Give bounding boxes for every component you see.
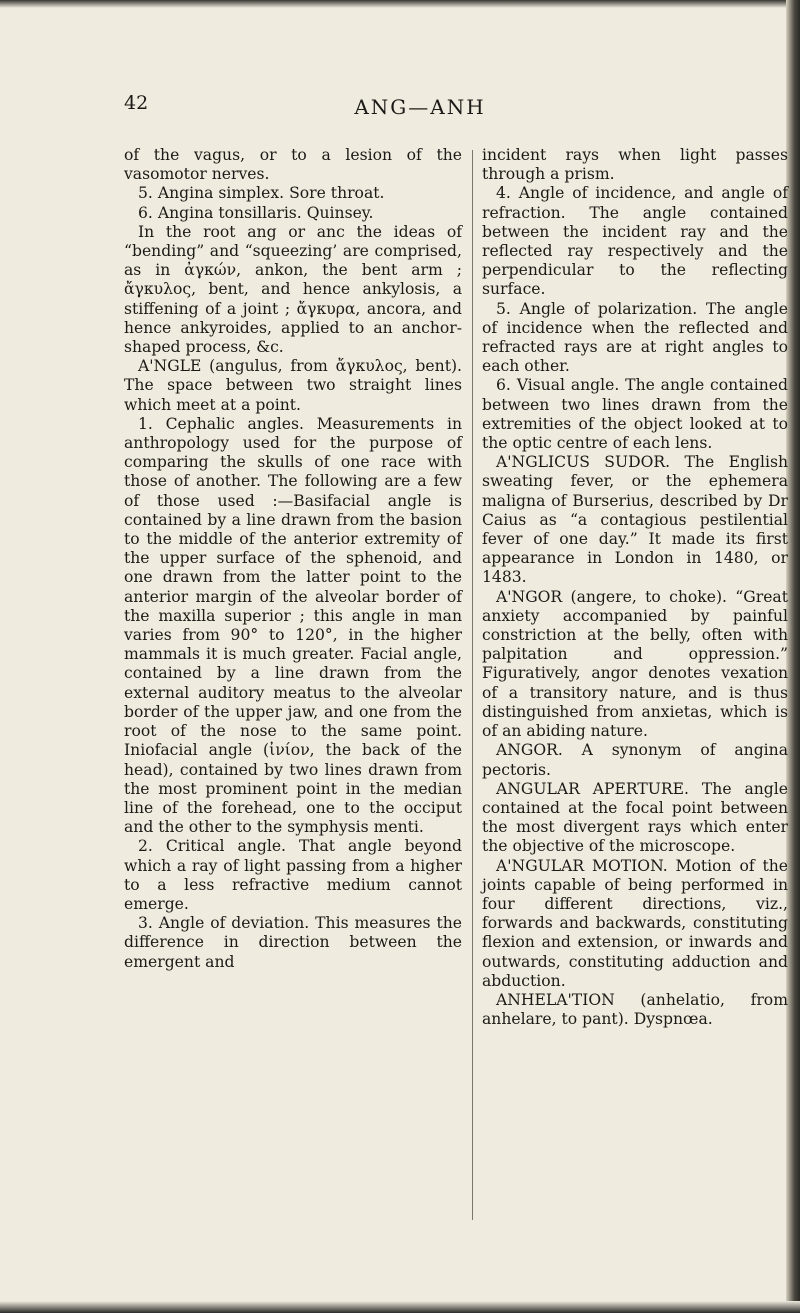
left-paragraph: 5. Angina simplex. Sore throat. [138,184,385,203]
right-paragraph: incident rays when light passes through a prism. [482,146,788,184]
right-paragraph: ANHELA'TION (anhelatio, from anhelare, to pant). Dyspnœa. [482,990,788,1029]
running-head: ANG—ANH [354,95,486,119]
column-divider [472,150,473,1220]
left-paragraph: 3. Angle of deviation. This measures the difference in direction between the emergent and [124,914,462,971]
right-paragraph: ANGULAR APERTURE. The angle contained at the focal point between the most divergent rays which enter the objective of the microscope. [482,779,788,856]
right-paragraph: 4. Angle of incidence, and angle of refraction. The angle contained between the incident ray and the reflected ray respectively and the perpendicular to the reflecting surface. [482,184,788,299]
right-paragraph: A'NGOR (angere, to choke). “Great anxiety accompanied by painful constriction at the belly, often with palpitation and oppression.” Figuratively, angor denotes vexation of a transitory nature, and is thus distinguished from anxietas, which is of an abiding nature. [482,587,788,741]
left-paragraph: A'NGLE (angulus, from ἄγκυλος, bent). The space between two straight lines which meet at a point. [124,357,462,414]
left-paragraph: 6. Angina tonsillaris. Quinsey. [138,203,374,222]
right-paragraph: ANGOR. A synonym of angina pectoris. [482,741,788,779]
right-paragraph: 5. Angle of polarization. The angle of incidence when the reflected and refracted rays are at right angles to each other. [482,299,788,376]
page-top-edge [0,0,800,8]
left-paragraph: 2. Critical angle. That angle beyond which a ray of light passing from a higher to a less refractive medium cannot emerge. [124,837,462,913]
page-right-edge [786,0,800,1313]
right-paragraph: 6. Visual angle. The angle contained between two lines drawn from the extremities of the object looked at to the optic centre of each lens. [482,376,788,453]
left-paragraph: In the root ang or anc the ideas of “bending” and “squeezing’ are comprised, as in ἀγκών, ankon, the bent arm ; ἄγκυλος, bent, and hence ankylosis, a stiffening of a joint ; ἄγκυρα, ancora, and hence ankyroides, applied to an anchor-shaped process, &c. [124,222,462,357]
right-paragraph: A'NGULAR MOTION. Motion of the joints capable of being performed in four different directions, viz., forwards and backwards, constituting flexion and extension, or inwards and outwards, constituting adduction and abduction. [482,856,788,990]
right-paragraph: A'NGLICUS SUDOR. The English sweating fever, or the ephemera maligna of Burserius, described by Dr Caius as “a contagious pestilential fever of one day.” It made its first appearance in London in 1480, or 1483. [482,453,788,587]
left-paragraph: of the vagus, or to a lesion of the vasomotor nerves. [124,146,462,184]
page-bottom-edge [0,1301,800,1313]
left-column [124,146,462,972]
page-number: 42 [124,92,149,114]
right-column [482,146,788,1029]
left-paragraph: 1. Cephalic angles. Measurements in anthropology used for the purpose of comparing the skulls of one race with those of another. The following are a few of those used :—Basifacial angle is contained by a line drawn from the basion to the middle of the anterior extremity of the upper surface of the sphenoid, and one drawn from the latter point to the anterior margin of the alveolar border of the maxilla superior ; this angle in man varies from 90° to 120°, in the higher mammals it is much greater. Facial angle, contained by a line drawn from the external auditory meatus to the alveolar border of the upper jaw, and one from the root of the nose to the same point. Iniofacial angle (ἰνίον, the back of the head), contained by two lines drawn from the most prominent point in the median line of the forehead, one to the occiput and the other to the symphysis menti. [124,414,462,837]
